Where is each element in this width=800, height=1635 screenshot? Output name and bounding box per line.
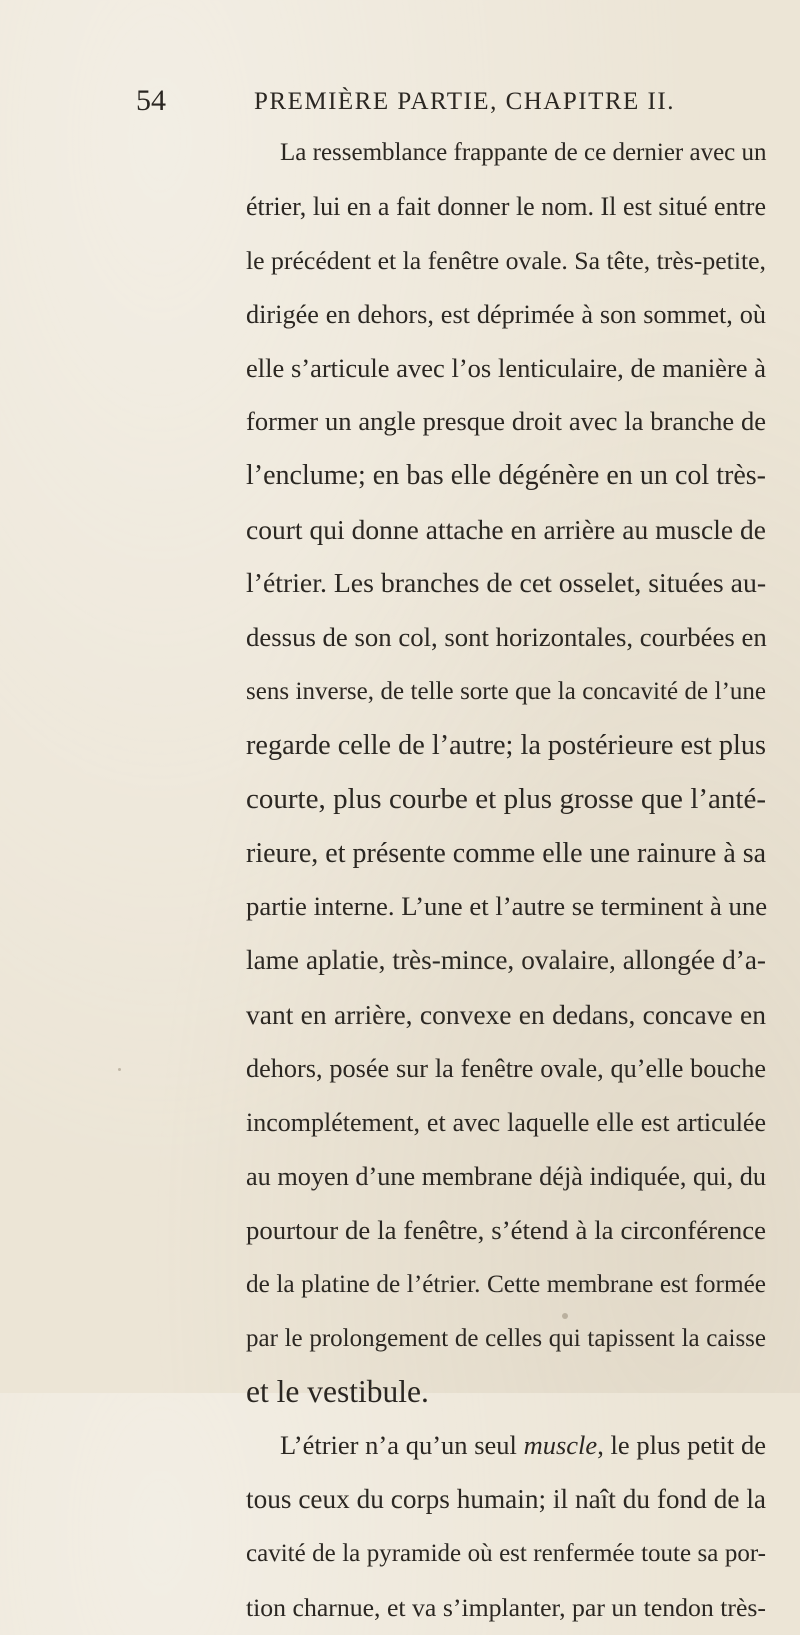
text-line: et le vestibule. bbox=[246, 1374, 429, 1410]
text-line: cavité de la pyramide où est renfermée toute sa por- bbox=[246, 1540, 766, 1568]
text-line: sens inverse, de telle sorte que la concavité de l’une bbox=[246, 677, 766, 705]
text-fragment: , le plus petit de bbox=[597, 1430, 766, 1461]
text-line: La ressemblance frappante de ce dernier avec un bbox=[280, 139, 767, 166]
text-line: le précédent et la fenêtre ovale. Sa tête, très-petite, bbox=[246, 245, 766, 275]
italic-word: muscle bbox=[523, 1430, 598, 1461]
text-line: par le prolongement de celles qui tapissent la caisse bbox=[246, 1324, 766, 1352]
paragraph-1 bbox=[0, 126, 768, 1419]
text-line: partie interne. L’une et l’autre se terminent à une bbox=[246, 891, 768, 922]
text-line: regarde celle de l’autre; la postérieure est plus bbox=[246, 729, 767, 761]
text-line: rieure, et présente comme elle une rainure à sa bbox=[246, 837, 767, 869]
text-line: vant en arrière, convexe en dedans, concave en bbox=[246, 999, 766, 1031]
body-text bbox=[0, 126, 768, 1635]
text-line: tous ceux du corps humain; il naît du fond de la bbox=[246, 1484, 766, 1515]
text-line: court qui donne attache en arrière au muscle de bbox=[246, 514, 766, 546]
text-line: lame aplatie, très-mince, ovalaire, allongée d’a- bbox=[246, 945, 766, 976]
text-line: elle s’articule avec l’os lenticulaire, de manière à bbox=[246, 352, 766, 383]
text-line: l’étrier. Les branches de cet osselet, situées au- bbox=[246, 568, 767, 600]
text-fragment: L’étrier n’a qu’un seul bbox=[280, 1430, 524, 1461]
text-line: dirigée en dehors, est déprimée à son sommet, où bbox=[246, 299, 766, 329]
text-line: courte, plus courbe et plus grosse que l’anté- bbox=[246, 782, 766, 815]
text-line: l’enclume; en bas elle dégénère en un col très- bbox=[246, 460, 766, 492]
page-number: 54 bbox=[136, 84, 166, 117]
text-line: pourtour de la fenêtre, s’étend à la circonférence bbox=[246, 1214, 766, 1245]
text-line: former un angle presque droit avec la branche de bbox=[246, 406, 766, 437]
text-line: dessus de son col, sont horizontales, courbées en bbox=[246, 622, 767, 653]
text-line: au moyen d’une membrane déjà indiquée, qui, du bbox=[246, 1161, 766, 1191]
text-line bbox=[280, 1419, 766, 1473]
text-line: incomplétement, et avec laquelle elle est articulée bbox=[246, 1108, 766, 1138]
running-head bbox=[136, 84, 676, 124]
text-line: tion charnue, et va s’implanter, par un tendon très- bbox=[246, 1593, 766, 1623]
paper-speck bbox=[562, 1313, 568, 1319]
text-line: étrier, lui en a fait donner le nom. Il est situé entre bbox=[246, 191, 766, 221]
paper-speck bbox=[118, 1068, 121, 1071]
text-line: dehors, posée sur la fenêtre ovale, qu’elle bouche bbox=[246, 1054, 766, 1084]
running-title: PREMIÈRE PARTIE, CHAPITRE II. bbox=[254, 88, 675, 115]
text-line: de la platine de l’étrier. Cette membrane est formée bbox=[246, 1269, 766, 1298]
paragraph-2 bbox=[0, 1419, 766, 1635]
